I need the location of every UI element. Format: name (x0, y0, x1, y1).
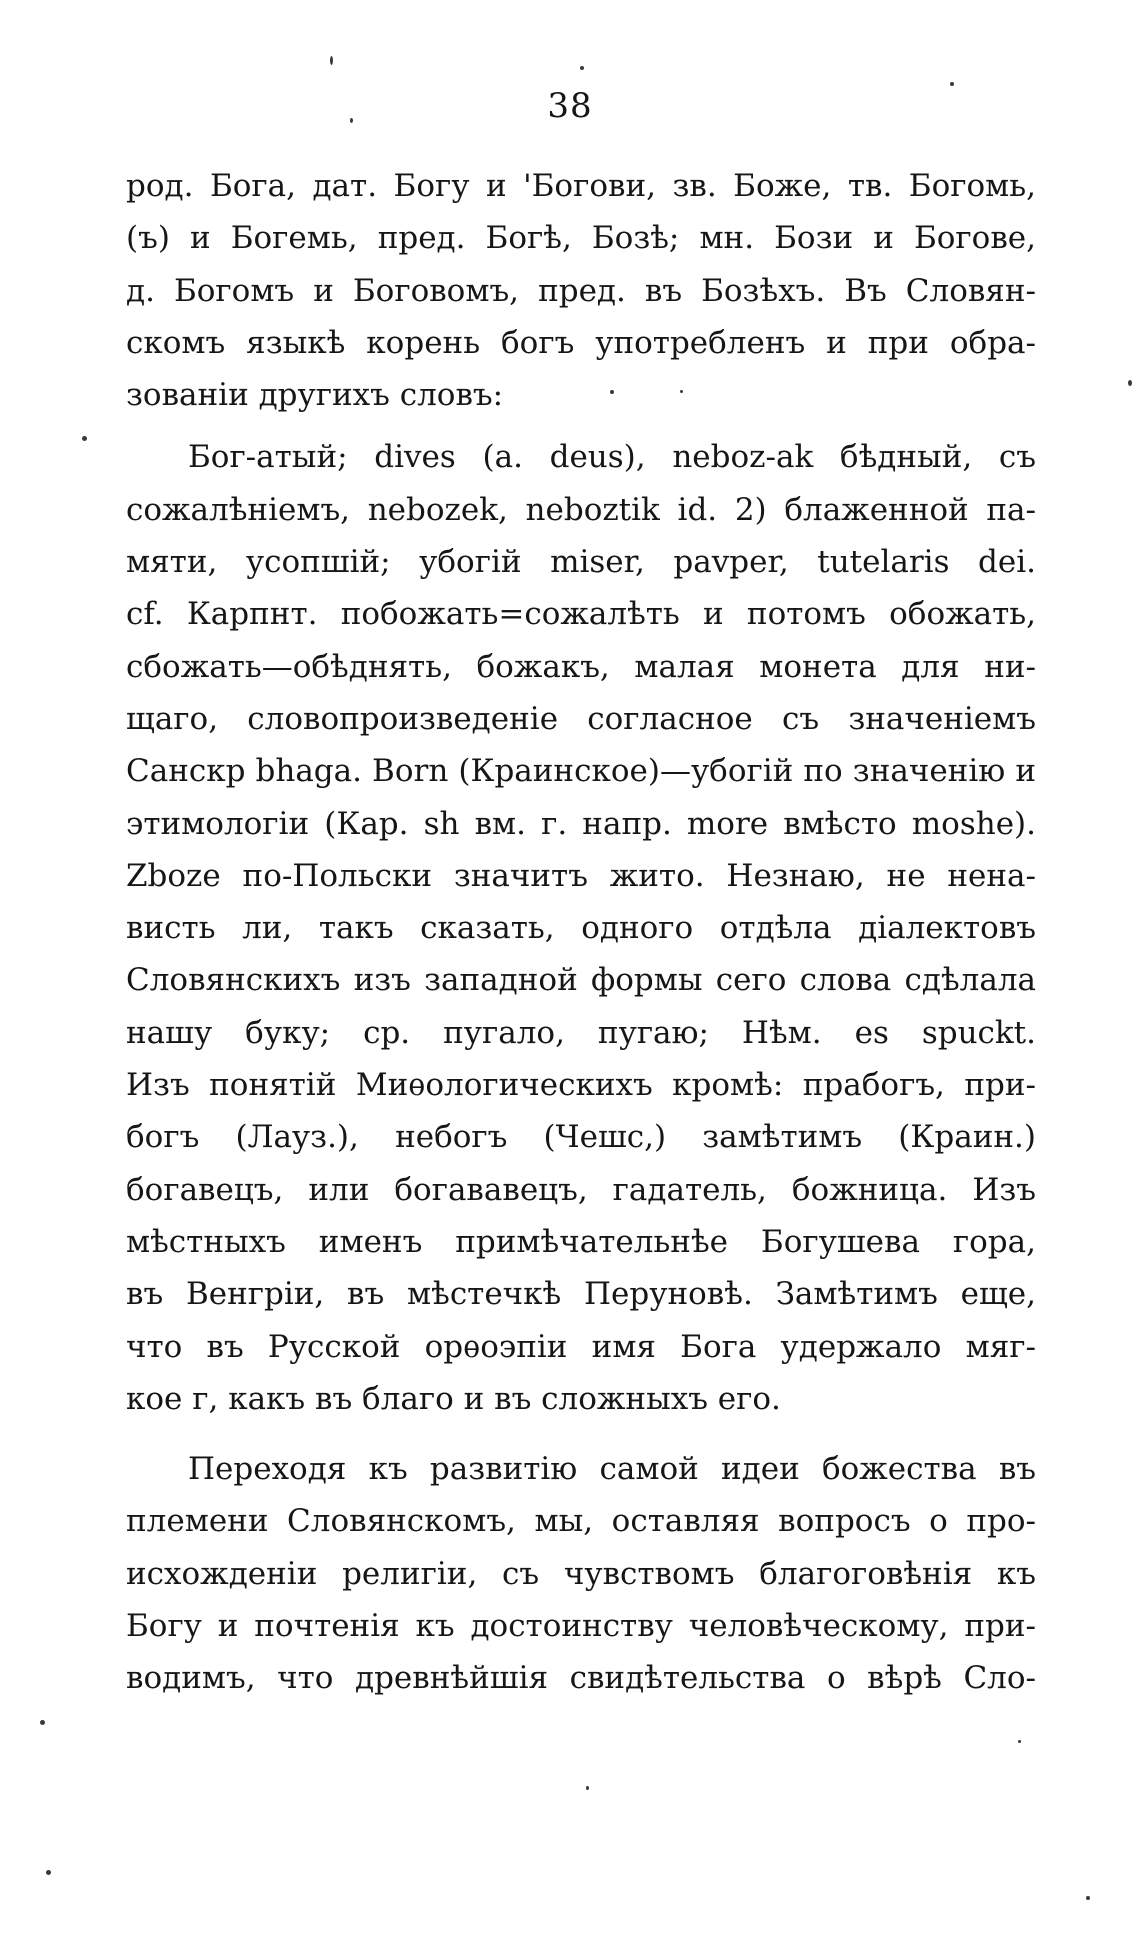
paragraph-gap (126, 1425, 1036, 1443)
text-line: въ Венгріи, въ мѣстечкѣ Перуновѣ. Замѣтимъ еще, (126, 1276, 1036, 1313)
text-line: Словянскихъ изъ западной формы сего слова сдѣлала (126, 962, 1036, 999)
body-text (126, 160, 1036, 1705)
print-speck (82, 436, 87, 441)
text-line: сожалѣніемъ, nebozek, neboztik id. 2) блаженной па- (126, 491, 1036, 528)
text-line: (ъ) и Богемь, пред. Богѣ, Бозѣ; мн. Бози и Богове, (126, 220, 1036, 257)
print-speck (586, 1786, 589, 1790)
text-line: что въ Русской орѳоэпіи имя Бога удержало мяг- (126, 1328, 1036, 1365)
text-line: богъ (Лауз.), небогъ (Чешс,) замѣтимъ (Краин.) (126, 1119, 1036, 1156)
text-line: висть ли, такъ сказать, одного отдѣла діалектовъ (126, 910, 1036, 947)
text-line: зованіи другихъ словъ: (126, 377, 504, 414)
text-line: сбожать—обѣднять, божакъ, малая монета для ни- (126, 648, 1036, 685)
text-line: мяти, усопшій; убогій miser, pavper, tutelaris dei. (126, 544, 1036, 581)
print-speck (580, 66, 584, 70)
text-line: нашу буку; ср. пугало, пугаю; Нѣм. es spuckt. (126, 1014, 1036, 1051)
text-line: племени Словянскомъ, мы, оставляя вопросъ о про- (126, 1503, 1036, 1540)
text-line: Переходя къ развитію самой идеи божества въ (188, 1451, 1036, 1488)
text-line: Изъ понятій Миѳологическихъ кромѣ: прабогъ, при- (126, 1067, 1036, 1104)
text-line: род. Бога, дат. Богу и 'Богови, зв. Боже, тв. Богомь, (126, 168, 1036, 204)
text-line: щаго, словопроизведеніе согласное съ значеніемъ (126, 700, 1036, 737)
page-number: 38 (547, 86, 593, 126)
text-line: cf. Карпнт. побожать=сожалѣть и потомъ обожать, (126, 596, 1036, 633)
paragraph-3 (126, 1443, 1036, 1704)
text-line: этимологіи (Кар. sh вм. г. напр. more вмѣсто moshe). (126, 805, 1036, 842)
print-speck (40, 1720, 45, 1725)
text-line: водимъ, что древнѣйшія свидѣтельства о вѣрѣ Сло- (126, 1660, 1036, 1697)
print-speck (1086, 1896, 1090, 1900)
print-speck (330, 56, 333, 65)
text-line: богавецъ, или богававецъ, гадатель, божница. Изъ (126, 1171, 1036, 1208)
text-line: Богу и почтенія къ достоинству человѣческому, при- (126, 1608, 1036, 1645)
print-speck (680, 390, 683, 393)
text-line: кое г, какъ въ благо и въ сложныхъ его. (126, 1380, 781, 1417)
paragraph-2 (126, 431, 1036, 1425)
print-speck (950, 82, 954, 86)
paragraph-1 (126, 160, 1036, 421)
text-line: мѣстныхъ именъ примѣчательнѣе Богушева гора, (126, 1223, 1036, 1260)
text-line: Zboze по-Польски значитъ жито. Незнаю, не нена- (126, 857, 1036, 894)
text-line: д. Богомъ и Боговомъ, пред. въ Бозѣхъ. Въ Словян- (126, 272, 1036, 309)
print-speck (1018, 1740, 1021, 1743)
text-line: исхожденіи религіи, съ чувствомъ благоговѣнія къ (126, 1555, 1036, 1592)
text-line: скомъ языкѣ корень богъ употребленъ и при обра- (126, 324, 1036, 361)
text-line: Санскр bhaga. Born (Краинское)—убогій по значенію и (126, 753, 1036, 790)
print-speck (46, 1870, 51, 1875)
print-speck (350, 118, 353, 123)
text-line: Бог-атый; dives (a. deus), neboz-ak бѣдный, съ (188, 439, 1036, 476)
paragraph-gap (126, 421, 1036, 431)
print-speck (610, 390, 614, 394)
print-speck (1128, 380, 1132, 386)
